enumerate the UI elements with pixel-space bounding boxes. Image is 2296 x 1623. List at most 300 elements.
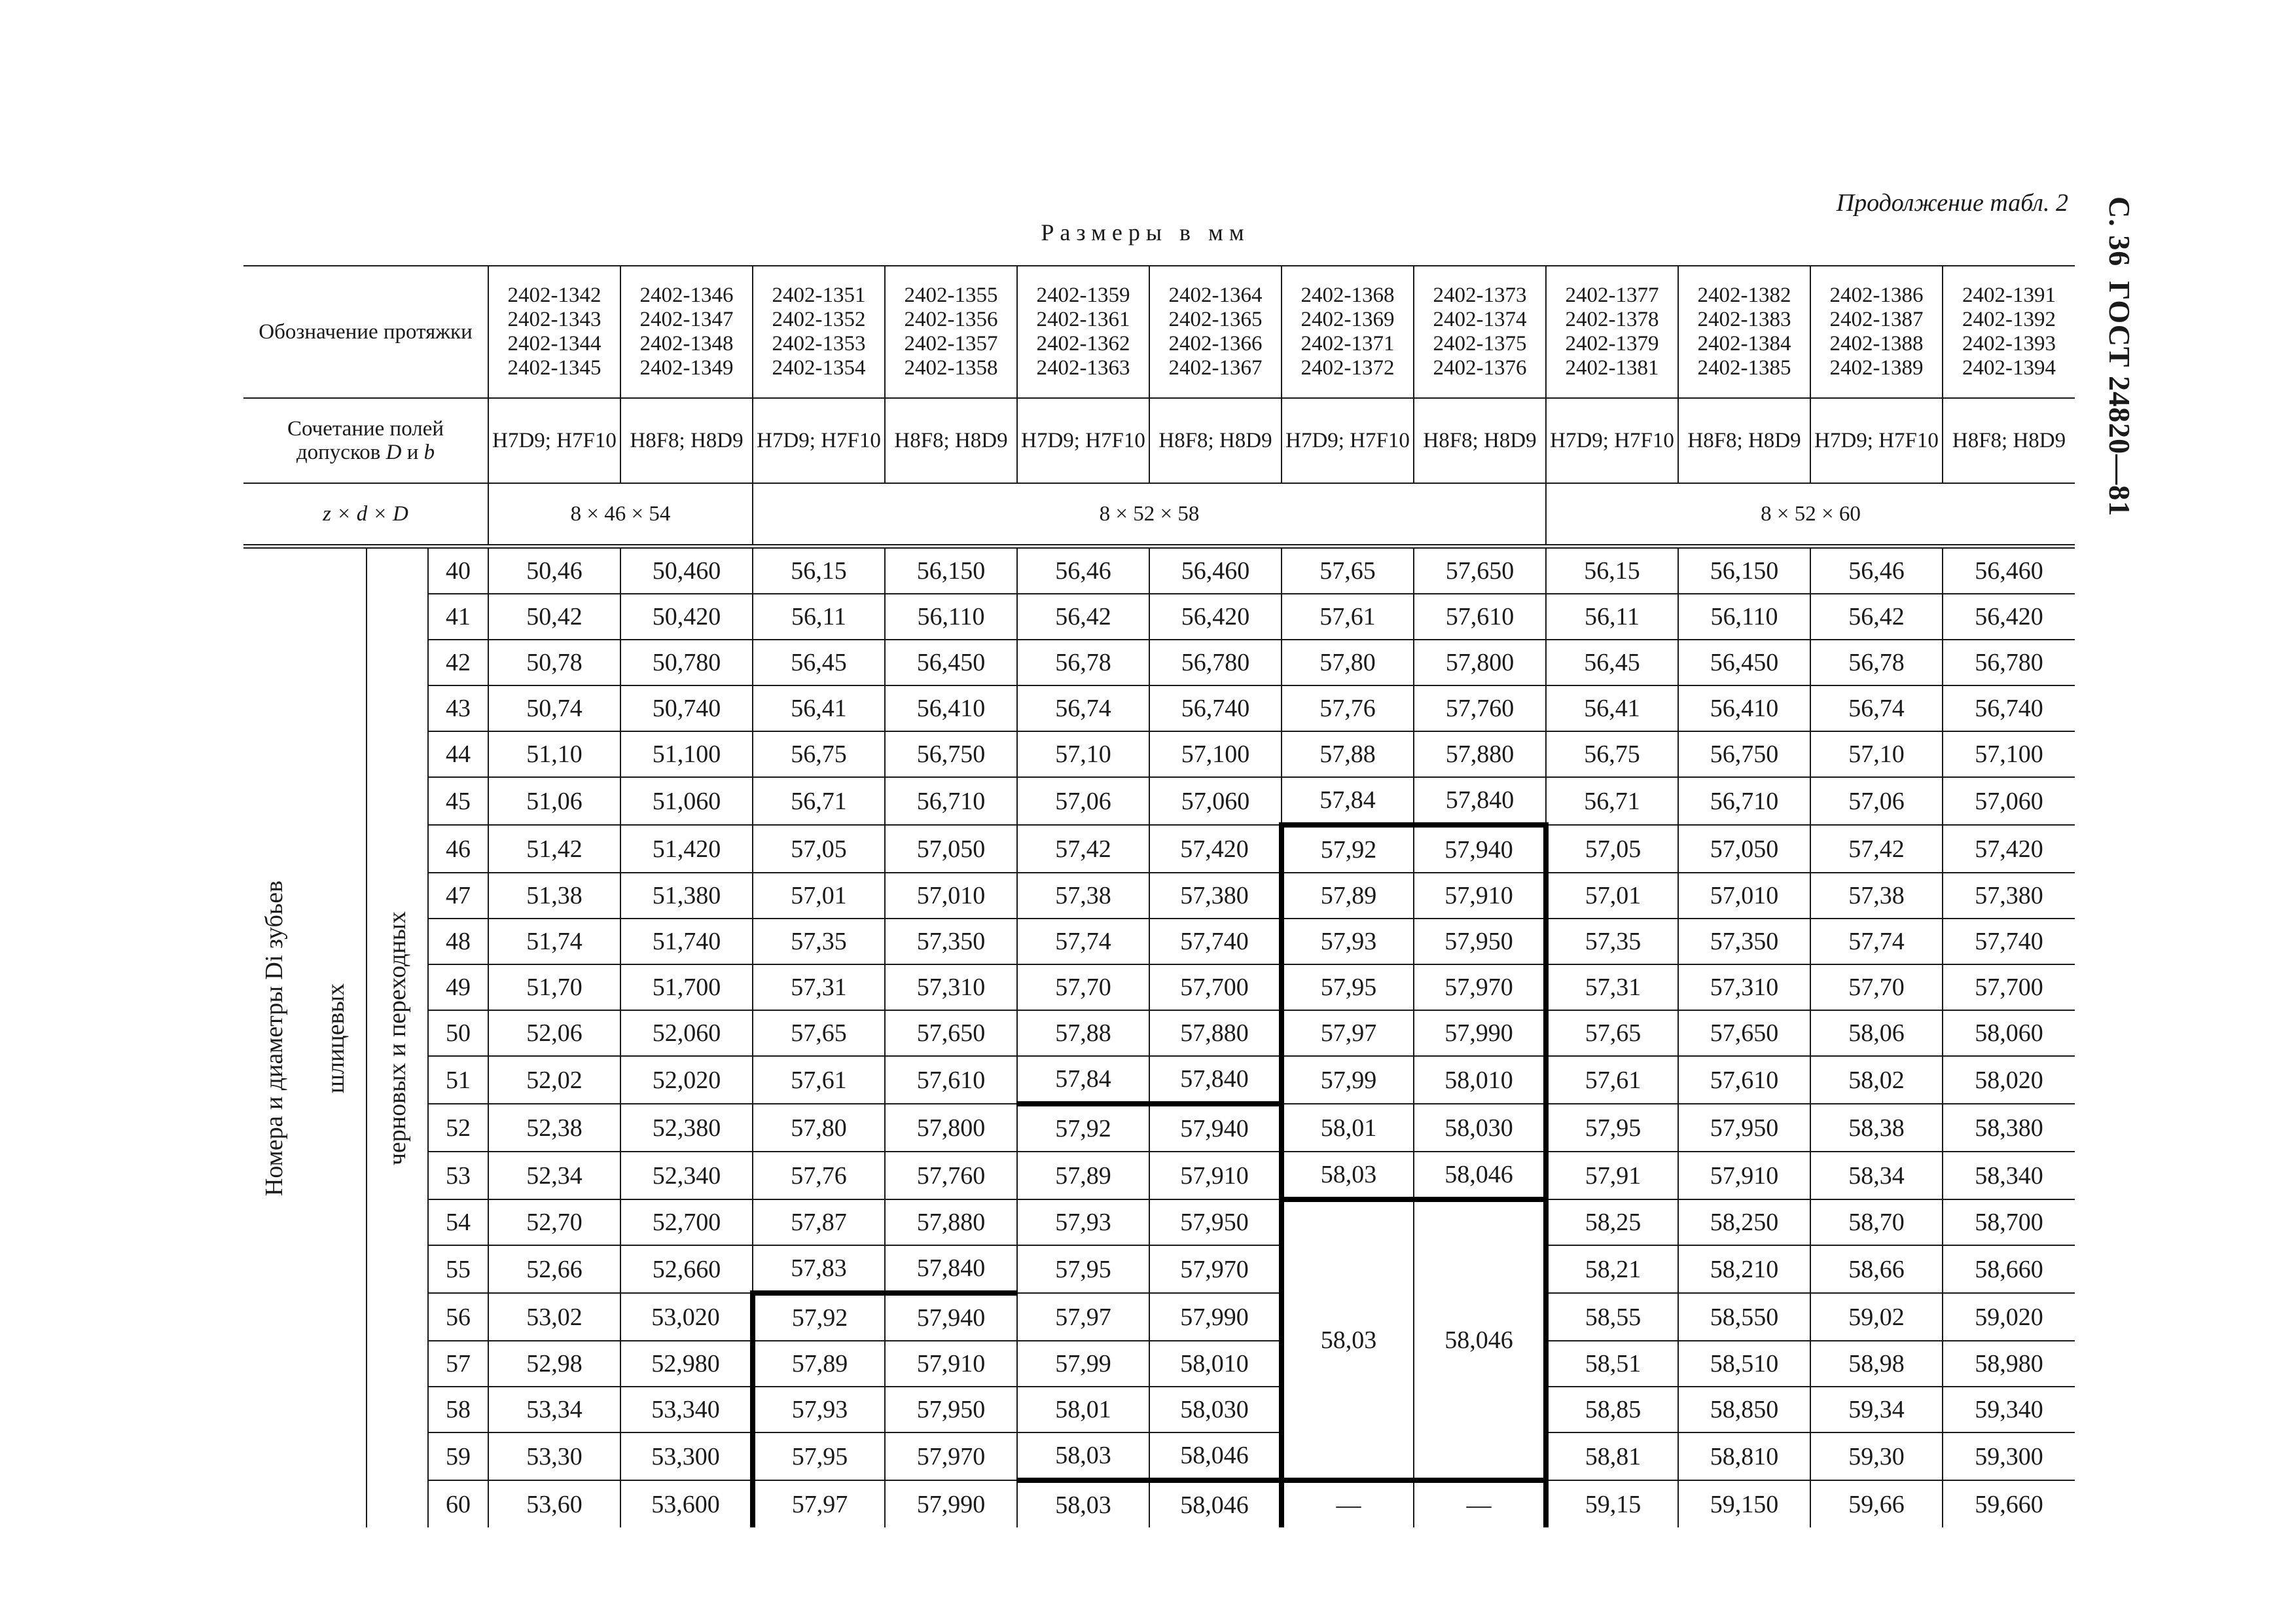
value-cell: 57,420 [1943,825,2075,873]
value-cell: 57,700 [1943,964,2075,1010]
value-cell: 57,060 [1943,777,2075,825]
value-cell: 57,38 [1017,873,1149,919]
value-cell: 57,92 [1282,825,1414,873]
designation-cell: 2402-1377 2402-1378 2402-1379 2402-1381 [1546,266,1678,398]
value-cell: 50,460 [620,547,753,594]
value-cell: 56,46 [1017,547,1149,594]
value-cell: 56,15 [753,547,885,594]
value-cell: 52,700 [620,1199,753,1245]
value-cell: 57,880 [1149,1010,1282,1056]
value-cell: 57,880 [1414,731,1546,777]
value-cell: 57,70 [1017,964,1149,1010]
value-cell: 57,420 [1149,825,1282,873]
value-cell: 57,05 [753,825,885,873]
value-cell: 57,74 [1810,919,1943,964]
value-cell: 58,510 [1678,1341,1810,1387]
value-cell: 57,050 [885,825,1017,873]
value-cell: 57,010 [1678,873,1810,919]
value-cell: 57,380 [1943,873,2075,919]
value-cell: 57,65 [1282,547,1414,594]
tooth-number: 48 [428,919,488,964]
designation-cell: 2402-1359 2402-1361 2402-1362 2402-1363 [1017,266,1149,398]
value-cell: 50,740 [620,685,753,731]
value-cell: 56,780 [1943,640,2075,685]
value-cell: 57,95 [753,1432,885,1480]
value-cell: 52,980 [620,1341,753,1387]
value-cell: 51,740 [620,919,753,964]
value-cell: 56,460 [1149,547,1282,594]
value-cell: 57,92 [1017,1104,1149,1152]
tolerance-cell: H8F8; H8D9 [1414,398,1546,483]
value-cell: 50,78 [488,640,620,685]
row-label-spline-text: шлицевых [321,983,350,1093]
tooth-number: 58 [428,1387,488,1432]
value-cell: 56,74 [1810,685,1943,731]
value-cell: 56,710 [885,777,1017,825]
value-cell: 57,880 [885,1199,1017,1245]
value-cell: 50,420 [620,594,753,640]
value-cell: 59,66 [1810,1480,1943,1527]
value-cell: 56,750 [1678,731,1810,777]
value-cell: 57,840 [1149,1056,1282,1104]
tolerance-cell: H8F8; H8D9 [885,398,1017,483]
value-cell: 50,780 [620,640,753,685]
value-cell: 56,75 [1546,731,1678,777]
table-row [243,1480,2075,1527]
value-cell: 58,340 [1943,1152,2075,1199]
value-cell: 53,020 [620,1293,753,1341]
value-cell: 58,66 [1810,1245,1943,1293]
value-cell: 56,78 [1017,640,1149,685]
merged-value-cell: 58,03 [1282,1199,1414,1480]
value-cell: 57,06 [1017,777,1149,825]
value-cell: 56,750 [885,731,1017,777]
designation-cell: 2402-1364 2402-1365 2402-1366 2402-1367 [1149,266,1282,398]
value-cell: 59,660 [1943,1480,2075,1527]
value-cell: 57,350 [885,919,1017,964]
table-row [243,1010,2075,1056]
value-cell: 57,950 [1678,1104,1810,1152]
value-cell: 52,340 [620,1152,753,1199]
broach-dimensions-table [243,265,2075,1527]
table-row [243,1104,2075,1152]
designation-label: Обозначение протяжки [243,266,488,398]
value-cell: 58,980 [1943,1341,2075,1387]
tooth-number: 44 [428,731,488,777]
value-cell: 57,970 [1414,964,1546,1010]
value-cell: 57,650 [885,1010,1017,1056]
value-cell: 58,03 [1017,1432,1149,1480]
value-cell: 57,93 [753,1387,885,1432]
value-cell: 57,310 [1678,964,1810,1010]
value-cell: 57,38 [1810,873,1943,919]
tooth-number: 55 [428,1245,488,1293]
value-cell: 58,060 [1943,1010,2075,1056]
tolerance-label: Сочетание полей допусков D и b [243,398,488,483]
value-cell: 56,780 [1149,640,1282,685]
value-cell: 57,01 [753,873,885,919]
value-cell: 57,61 [1546,1056,1678,1104]
table-row [243,1293,2075,1341]
value-cell: 56,410 [1678,685,1810,731]
value-cell: 56,11 [1546,594,1678,640]
value-cell: 52,70 [488,1199,620,1245]
value-cell: 57,970 [1149,1245,1282,1293]
value-cell: 52,060 [620,1010,753,1056]
table-row [243,594,2075,640]
value-cell: 58,046 [1149,1432,1282,1480]
value-cell: 57,610 [885,1056,1017,1104]
value-cell: 51,70 [488,964,620,1010]
table-row [243,919,2075,964]
value-cell: 57,910 [1414,873,1546,919]
value-cell: 52,660 [620,1245,753,1293]
value-cell: 56,46 [1810,547,1943,594]
value-cell: 57,99 [1282,1056,1414,1104]
value-cell: 56,11 [753,594,885,640]
value-cell: 57,84 [1282,777,1414,825]
value-cell: 58,03 [1017,1480,1149,1527]
value-cell: 57,99 [1017,1341,1149,1387]
value-cell: 57,42 [1017,825,1149,873]
value-cell: 57,80 [1282,640,1414,685]
tooth-number: 40 [428,547,488,594]
value-cell: 52,02 [488,1056,620,1104]
tooth-number: 60 [428,1480,488,1527]
continuation-title: Продолжение табл. 2 [1836,189,2068,217]
value-cell: 52,38 [488,1104,620,1152]
standard-code: ГОСТ 24820—81 [2103,281,2136,517]
tooth-number: 56 [428,1293,488,1341]
value-cell: 58,660 [1943,1245,2075,1293]
value-cell: 58,81 [1546,1432,1678,1480]
row-label-main-text: Номера и диаметры Di зубьев [260,880,288,1196]
value-cell: 58,21 [1546,1245,1678,1293]
tolerance-cell: H7D9; H7F10 [1017,398,1149,483]
row-label-main [243,547,305,1528]
value-cell: 59,150 [1678,1480,1810,1527]
tolerance-cell: H7D9; H7F10 [488,398,620,483]
value-cell: 57,740 [1149,919,1282,964]
value-cell: 52,020 [620,1056,753,1104]
value-cell: 56,74 [1017,685,1149,731]
value-cell: 59,020 [1943,1293,2075,1341]
value-cell: 58,51 [1546,1341,1678,1387]
tooth-number: 43 [428,685,488,731]
value-cell: 52,380 [620,1104,753,1152]
tolerance-cell: H7D9; H7F10 [753,398,885,483]
tooth-number: 47 [428,873,488,919]
value-cell: 57,80 [753,1104,885,1152]
value-cell: 51,10 [488,731,620,777]
table-row [243,731,2075,777]
value-cell: 59,15 [1546,1480,1678,1527]
value-cell: 56,42 [1017,594,1149,640]
value-cell: 56,110 [1678,594,1810,640]
tooth-number: 52 [428,1104,488,1152]
value-cell: 56,42 [1810,594,1943,640]
page-header [2102,196,2137,517]
value-cell: 56,45 [1546,640,1678,685]
tolerance-cell: H7D9; H7F10 [1546,398,1678,483]
value-cell: 59,34 [1810,1387,1943,1432]
table-row [243,1341,2075,1387]
designation-cell: 2402-1368 2402-1369 2402-1371 2402-1372 [1282,266,1414,398]
designation-cell: 2402-1351 2402-1352 2402-1353 2402-1354 [753,266,885,398]
value-cell: 56,71 [1546,777,1678,825]
value-cell: 57,93 [1017,1199,1149,1245]
value-cell: 57,990 [1414,1010,1546,1056]
value-cell: 57,990 [885,1480,1017,1527]
value-cell: 57,74 [1017,919,1149,964]
value-cell: 57,87 [753,1199,885,1245]
table-row [243,1056,2075,1104]
value-cell: 57,05 [1546,825,1678,873]
value-cell: 56,420 [1943,594,2075,640]
tooth-number: 42 [428,640,488,685]
value-cell: 56,41 [1546,685,1678,731]
value-cell: 57,050 [1678,825,1810,873]
table-row [243,1199,2075,1245]
value-cell: 57,940 [885,1293,1017,1341]
size-8x52x60: 8 × 52 × 60 [1546,483,2075,547]
designation-cell: 2402-1346 2402-1347 2402-1348 2402-1349 [620,266,753,398]
tolerance-cell: H8F8; H8D9 [1943,398,2075,483]
tolerance-cell: H8F8; H8D9 [620,398,753,483]
value-cell: 52,66 [488,1245,620,1293]
value-cell: 57,88 [1282,731,1414,777]
tolerance-cell: H7D9; H7F10 [1810,398,1943,483]
value-cell: 57,83 [753,1245,885,1293]
value-cell: 57,840 [1414,777,1546,825]
value-cell: 53,02 [488,1293,620,1341]
value-cell: 59,340 [1943,1387,2075,1432]
value-cell: 58,010 [1414,1056,1546,1104]
value-cell: 57,100 [1943,731,2075,777]
value-cell: 57,89 [1017,1152,1149,1199]
value-cell: 57,950 [1149,1199,1282,1245]
value-cell: 58,810 [1678,1432,1810,1480]
value-cell: 51,06 [488,777,620,825]
value-cell: 57,84 [1017,1056,1149,1104]
tooth-number: 46 [428,825,488,873]
tolerance-cell: H8F8; H8D9 [1678,398,1810,483]
value-cell: 57,610 [1414,594,1546,640]
value-cell: 57,950 [885,1387,1017,1432]
value-cell: 53,340 [620,1387,753,1432]
value-cell: 56,75 [753,731,885,777]
value-cell: 57,740 [1943,919,2075,964]
value-cell: 56,710 [1678,777,1810,825]
tooth-number: 54 [428,1199,488,1245]
value-cell: 57,380 [1149,873,1282,919]
value-cell: 57,76 [753,1152,885,1199]
value-cell: 57,910 [1149,1152,1282,1199]
value-cell: 52,34 [488,1152,620,1199]
value-cell: 58,550 [1678,1293,1810,1341]
table-row [243,640,2075,685]
value-cell: 58,55 [1546,1293,1678,1341]
value-cell: 56,740 [1943,685,2075,731]
value-cell: 53,60 [488,1480,620,1527]
table-row [243,873,2075,919]
table-row [243,964,2075,1010]
value-cell: 58,046 [1414,1152,1546,1199]
value-cell: 57,700 [1149,964,1282,1010]
value-cell: 57,31 [753,964,885,1010]
value-cell: 58,06 [1810,1010,1943,1056]
value-cell: 50,46 [488,547,620,594]
value-cell: 56,150 [1678,547,1810,594]
table-row [243,1245,2075,1293]
value-cell: 57,800 [1414,640,1546,685]
value-cell: 56,740 [1149,685,1282,731]
tooth-number: 53 [428,1152,488,1199]
value-cell: 56,110 [885,594,1017,640]
value-cell: 57,060 [1149,777,1282,825]
value-cell: 56,78 [1810,640,1943,685]
value-cell: 53,600 [620,1480,753,1527]
value-cell: 58,85 [1546,1387,1678,1432]
value-cell: 57,61 [1282,594,1414,640]
tooth-number: 57 [428,1341,488,1387]
value-cell: 50,74 [488,685,620,731]
value-cell: 59,30 [1810,1432,1943,1480]
value-cell: 58,020 [1943,1056,2075,1104]
value-cell: 51,380 [620,873,753,919]
value-cell: 56,15 [1546,547,1678,594]
value-cell: 58,01 [1282,1104,1414,1152]
value-cell: 57,650 [1678,1010,1810,1056]
designation-cell: 2402-1355 2402-1356 2402-1357 2402-1358 [885,266,1017,398]
value-cell: 57,610 [1678,1056,1810,1104]
value-cell: 51,700 [620,964,753,1010]
table-row [243,1152,2075,1199]
value-cell: 58,210 [1678,1245,1810,1293]
value-cell: 58,046 [1149,1480,1282,1527]
value-cell: 57,910 [1678,1152,1810,1199]
value-cell: 51,100 [620,731,753,777]
value-cell: 51,74 [488,919,620,964]
value-cell: 57,010 [885,873,1017,919]
value-cell: 57,31 [1546,964,1678,1010]
value-cell: 57,95 [1017,1245,1149,1293]
value-cell: 56,41 [753,685,885,731]
value-cell: 56,450 [1678,640,1810,685]
value-cell: 53,34 [488,1387,620,1432]
value-cell: 53,300 [620,1432,753,1480]
value-cell: 58,38 [1810,1104,1943,1152]
value-cell: 51,42 [488,825,620,873]
tooth-number: 59 [428,1432,488,1480]
value-cell: 57,06 [1810,777,1943,825]
value-cell: 57,91 [1546,1152,1678,1199]
row-label-rough [367,547,428,1528]
table-row [243,1432,2075,1480]
value-cell: 57,650 [1414,547,1546,594]
designation-cell: 2402-1382 2402-1383 2402-1384 2402-1385 [1678,266,1810,398]
value-cell: 57,970 [885,1432,1017,1480]
value-cell: 58,030 [1414,1104,1546,1152]
value-cell: 57,01 [1546,873,1678,919]
value-cell: 57,76 [1282,685,1414,731]
value-cell: 56,460 [1943,547,2075,594]
value-cell: — [1414,1480,1546,1527]
value-cell: 57,65 [1546,1010,1678,1056]
tooth-number: 50 [428,1010,488,1056]
value-cell: 57,760 [1414,685,1546,731]
table-row [243,825,2075,873]
value-cell: 58,380 [1943,1104,2075,1152]
value-cell: 56,410 [885,685,1017,731]
value-cell: 57,95 [1282,964,1414,1010]
value-cell: 57,35 [1546,919,1678,964]
value-cell: 58,700 [1943,1199,2075,1245]
value-cell: 57,350 [1678,919,1810,964]
value-cell: 53,30 [488,1432,620,1480]
size-8x46x54: 8 × 46 × 54 [488,483,753,547]
size-8x52x58: 8 × 52 × 58 [753,483,1546,547]
value-cell: 57,97 [1017,1293,1149,1341]
value-cell: 57,70 [1810,964,1943,1010]
value-cell: 50,42 [488,594,620,640]
row-label-spline [305,547,367,1528]
value-cell: 57,760 [885,1152,1017,1199]
value-cell: 57,10 [1810,731,1943,777]
value-cell: 52,98 [488,1341,620,1387]
designation-cell: 2402-1373 2402-1374 2402-1375 2402-1376 [1414,266,1546,398]
value-cell: 57,97 [753,1480,885,1527]
tooth-number: 45 [428,777,488,825]
value-cell: — [1282,1480,1414,1527]
value-cell: 57,88 [1017,1010,1149,1056]
value-cell: 58,03 [1282,1152,1414,1199]
value-cell: 57,940 [1414,825,1546,873]
value-cell: 56,45 [753,640,885,685]
value-cell: 57,95 [1546,1104,1678,1152]
value-cell: 57,89 [753,1341,885,1387]
value-cell: 57,35 [753,919,885,964]
value-cell: 57,990 [1149,1293,1282,1341]
table-row [243,547,2075,594]
tolerance-cell: H8F8; H8D9 [1149,398,1282,483]
table-row [243,685,2075,731]
merged-value-cell: 58,046 [1414,1199,1546,1480]
value-cell: 51,060 [620,777,753,825]
value-cell: 57,42 [1810,825,1943,873]
value-cell: 58,34 [1810,1152,1943,1199]
value-cell: 56,420 [1149,594,1282,640]
zdD-label: z × d × D [243,483,488,547]
value-cell: 58,01 [1017,1387,1149,1432]
table-row [243,777,2075,825]
value-cell: 58,70 [1810,1199,1943,1245]
value-cell: 57,100 [1149,731,1282,777]
units-caption: Размеры в мм [1041,219,1250,246]
tolerance-cell: H7D9; H7F10 [1282,398,1414,483]
tooth-number: 41 [428,594,488,640]
value-cell: 58,030 [1149,1387,1282,1432]
value-cell: 56,150 [885,547,1017,594]
value-cell: 57,93 [1282,919,1414,964]
value-cell: 56,450 [885,640,1017,685]
value-cell: 57,940 [1149,1104,1282,1152]
value-cell: 58,850 [1678,1387,1810,1432]
value-cell: 57,97 [1282,1010,1414,1056]
designation-cell: 2402-1391 2402-1392 2402-1393 2402-1394 [1943,266,2075,398]
value-cell: 58,25 [1546,1199,1678,1245]
value-cell: 57,310 [885,964,1017,1010]
